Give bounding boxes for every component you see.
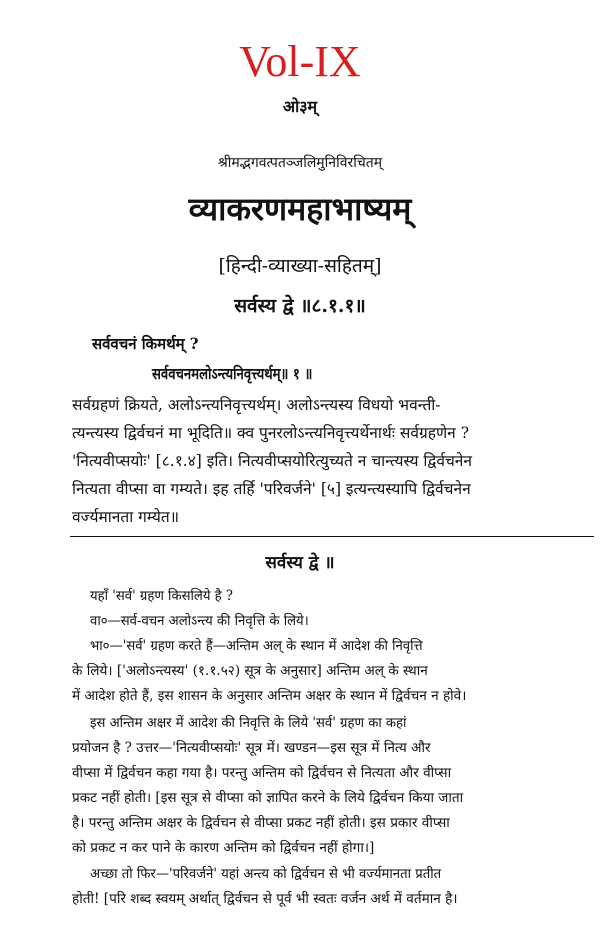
hindi-line: को प्रकट न कर पाने के कारण अन्तिम को द्विर्वचन नहीं होगा।] <box>72 840 375 856</box>
book-title: व्याकरणमहाभाष्यम् <box>188 190 412 228</box>
hindi-line: है। परन्तु अन्तिम अक्षर के द्विर्वचन से वीप्सा प्रकट नहीं होती। इस प्रकार वीप्सा <box>72 815 450 831</box>
hindi-line: प्रयोजन है ? उत्तर—'नित्यवीप्सयोः' सूत्र में। खण्डन—इस सूत्र में नित्य और <box>72 740 431 756</box>
author-line: श्रीमद्भगवत्पतञ्जलिमुनिविरचितम् <box>217 155 383 171</box>
hindi-line: भा०—'सर्व' ग्रहण करते हैं—अन्तिम अल् के स्थान में आदेश की निवृत्ति <box>90 638 423 654</box>
sanskrit-question: सर्ववचनं किमर्थम् ? <box>92 334 199 353</box>
sutra-heading: सर्वस्य द्वे ॥८.१.१॥ <box>234 295 366 317</box>
volume-label: Vol-IX <box>239 37 361 86</box>
sanskrit-line: वर्ज्यमानता गम्येत॥ <box>72 508 180 526</box>
hindi-sutra-heading: सर्वस्य द्वे ॥ <box>265 553 335 573</box>
sanskrit-line: सर्वग्रहणं क्रियते, अलोऽन्त्यनिवृत्त्यर्थम्। अलोऽन्त्यस्य विधयो भवन्ती- <box>72 396 441 414</box>
sanskrit-line: त्यन्त्यस्य द्विर्वचनं मा भूदिति॥ क्व पुनरलोऽन्त्यनिवृत्त्यर्थेनार्थः सर्वग्रहणेन ? <box>72 424 470 442</box>
hindi-line: में आदेश होते हैं, इस शासन के अनुसार अन्तिम अक्षर के स्थान में द्विर्वचन न होवे। <box>72 688 467 704</box>
hindi-line: होती! [परि शब्द स्वयम् अर्थात् द्विर्वचन से पूर्व भी स्वतः वर्जन अर्थ में वर्तमान है। <box>72 891 458 907</box>
hindi-line: यहाँ 'सर्व' ग्रहण किसलिये है ? <box>90 588 233 604</box>
sanskrit-line: नित्यता वीप्सा वा गम्यते। इह तर्हि 'परिवर्जने' [५] इत्यन्त्यस्यापि द्विर्वचनेन <box>72 480 471 498</box>
om-invocation: ओ३म् <box>282 97 318 116</box>
book-subtitle: [हिन्दी-व्याख्या-सहितम्] <box>218 255 382 277</box>
hindi-line: वा०—सर्व-वचन अलोऽन्त्य की निवृत्ति के लिये। <box>90 613 309 629</box>
hindi-line: वीप्सा में द्विर्वचन कहा गया है। परन्तु अन्तिम को द्विर्वचन से नित्यता और वीप्सा <box>72 765 452 781</box>
hindi-line: प्रकट नहीं होती। [इस सूत्र से वीप्सा को ज्ञापित करने के लिये द्विर्वचन किया जाता <box>72 790 464 806</box>
section-divider <box>70 536 594 537</box>
hindi-line: अच्छा तो फिर—'परिवर्जने' यहां अन्त्य को द्विर्वचन से भी वर्ज्यमानता प्रतीत <box>90 866 442 882</box>
hindi-line: इस अन्तिम अक्षर में आदेश की निवृत्ति के लिये 'सर्व' ग्रहण का कहां <box>90 715 407 731</box>
sanskrit-line: 'नित्यवीप्सयोः' [८.१.४] इति। नित्यवीप्सयोरित्युच्यते न चान्त्यस्य द्विर्वचनेन <box>72 452 472 470</box>
sanskrit-varttika: सर्ववचनमलोऽन्त्यनिवृत्त्यर्थम्॥ १ ॥ <box>152 364 313 383</box>
hindi-line: के लिये। ['अलोऽन्त्यस्य' (१.१.५२) सूत्र के अनुसार] अन्तिम अल् के स्थान <box>72 663 428 679</box>
